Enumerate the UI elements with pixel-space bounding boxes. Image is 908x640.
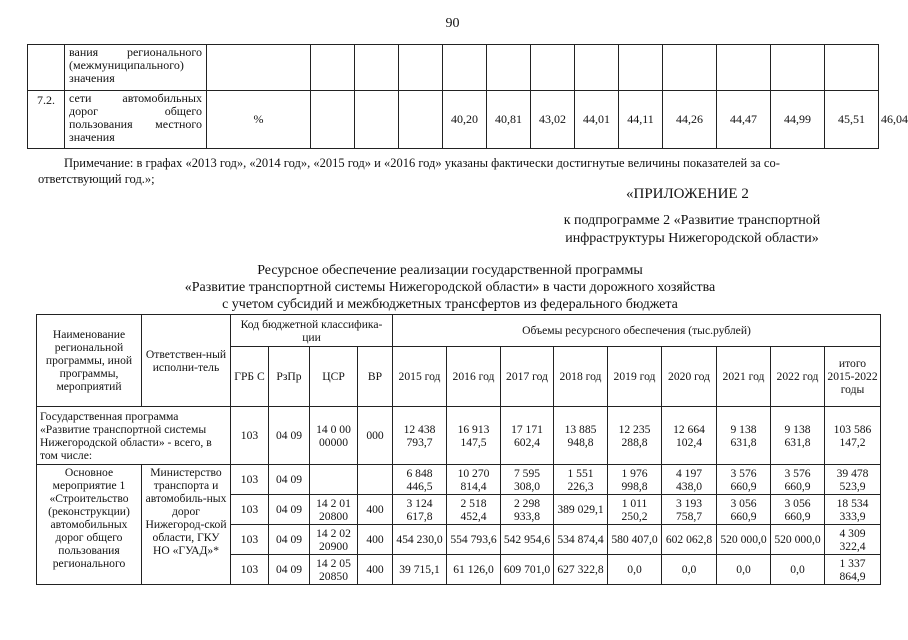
table-note [38,155,864,187]
value-cell: 454 230,0 [393,525,447,555]
value-cell: 542 954,6 [501,525,554,555]
value-cell: 44,47 [717,91,771,149]
value-cell: 17 171 602,4 [501,407,554,465]
value-cell: 554 793,6 [447,525,501,555]
header-year: 2021 год [717,347,771,407]
indicator-name: сети автомобильных дорог общего пользования местного значения [65,91,207,149]
table-row [37,465,881,495]
value-cell: 12 235 288,8 [608,407,662,465]
value-cell: 13 885 948,8 [554,407,608,465]
value-cell: 12 664 102,4 [662,407,717,465]
page-number: 90 [445,16,460,31]
value-cell: 1 011 250,2 [608,495,662,525]
header-year: 2019 год [608,347,662,407]
header-grbs: ГРБ С [231,347,269,407]
value-cell: 7 595 308,0 [501,465,554,495]
value-cell: 3 056 660,9 [771,495,825,525]
value-cell: 4 309 322,4 [825,525,881,555]
code-cell: 103 [231,465,269,495]
value-cell: 389 029,1 [554,495,608,525]
note-line-1: Примечание: в графах «2013 год», «2014 год», «2015 год» и «2016 год» указаны фактически достигнутые величины показателей за со- [64,156,780,170]
value-cell: 0,0 [608,555,662,585]
value-cell: 627 322,8 [554,555,608,585]
event-executor: Министерство транспорта и автомобиль-ных дорог Нижегород-ской области, ГКУ НО «ГУАД»* [142,465,231,585]
header-vr: ВР [358,347,393,407]
appendix-title: «ПРИЛОЖЕНИЕ 2 [626,186,749,202]
header-year: 2020 год [662,347,717,407]
code-cell: 103 [231,525,269,555]
table-row [37,407,881,465]
value-cell: 580 407,0 [608,525,662,555]
value-cell: 9 138 631,8 [771,407,825,465]
value-cell: 3 576 660,9 [717,465,771,495]
header-name: Наименование региональной программы, иной программы, мероприятий [37,315,142,407]
table-row: 7.2. сети автомобильных дорог общего пользования местного значения % 40,20 40,81 43,02 44,01 44,11 44,26 44,47 44,99 45,51 46,04 [28,91,879,149]
appendix-subtitle-line-1: к подпрограмме 2 «Развитие транспортной [563,213,821,228]
value-cell: 4 197 438,0 [662,465,717,495]
value-cell: 61 126,0 [447,555,501,585]
code-cell: 04 09 [269,465,310,495]
header-year: 2022 год [771,347,825,407]
value-cell: 9 138 631,8 [717,407,771,465]
code-cell: 04 09 [269,495,310,525]
header-executor: Ответствен-ный исполни-тель [142,315,231,407]
header-year: 2016 год [447,347,501,407]
value-cell: 12 438 793,7 [393,407,447,465]
code-cell: 400 [358,555,393,585]
code-cell: 14 2 05 20850 [310,555,358,585]
code-cell: 04 09 [269,407,310,465]
value-cell: 0,0 [771,555,825,585]
code-cell: 04 09 [269,525,310,555]
value-cell: 39 478 523,9 [825,465,881,495]
value-cell: 40,81 [487,91,531,149]
code-cell: 400 [358,525,393,555]
code-cell [310,465,358,495]
appendix-subtitle [542,212,842,248]
code-cell: 14 0 00 00000 [310,407,358,465]
title-line-3: с учетом субсидий и межбюджетных трансфертов из федерального бюджета [222,297,678,312]
indicator-name: вания регионального (межмуниципального) значения [65,45,207,91]
value-cell: 44,26 [663,91,717,149]
program-name: Государственная программа «Развитие транспортной системы Нижегородской области» - всего, в том числе: [37,407,231,465]
title-line-1: Ресурсное обеспечение реализации государственной программы [257,263,643,278]
value-cell: 40,20 [443,91,487,149]
value-cell: 44,99 [771,91,825,149]
value-cell: 44,11 [619,91,663,149]
code-cell: 103 [231,407,269,465]
header-volumes-group: Объемы ресурсного обеспечения (тыс.рублей) [393,315,881,347]
table-row [28,45,879,91]
indicators-table [27,44,908,149]
value-cell: 44,01 [575,91,619,149]
value-cell: 534 874,4 [554,525,608,555]
value-cell: 10 270 814,4 [447,465,501,495]
title-line-2: «Развитие транспортной системы Нижегородской области» в части дорожного хозяйства [184,280,716,295]
value-cell: 2 298 933,8 [501,495,554,525]
header-year: 2015 год [393,347,447,407]
value-cell: 6 848 446,5 [393,465,447,495]
value-cell: 609 701,0 [501,555,554,585]
code-cell: 103 [231,555,269,585]
value-cell: 1 551 226,3 [554,465,608,495]
code-cell: 103 [231,495,269,525]
code-cell: 14 2 02 20900 [310,525,358,555]
value-cell: 43,02 [531,91,575,149]
value-cell: 520 000,0 [717,525,771,555]
row-number: 7.2. [28,91,65,149]
value-cell: 2 518 452,4 [447,495,501,525]
code-cell [358,465,393,495]
value-cell: 39 715,1 [393,555,447,585]
header-row [37,315,881,347]
note-line-2: ответствующий год.»; [38,172,155,186]
value-cell: 3 056 660,9 [717,495,771,525]
value-cell: 16 913 147,5 [447,407,501,465]
value-cell: 1 337 864,9 [825,555,881,585]
header-csr: ЦСР [310,347,358,407]
value-cell: 0,0 [717,555,771,585]
value-cell: 3 576 660,9 [771,465,825,495]
row-number [28,45,65,91]
value-cell: 45,51 [825,91,879,149]
resource-table [36,314,881,585]
header-year: 2017 год [501,347,554,407]
value-cell: 18 534 333,9 [825,495,881,525]
value-cell: 520 000,0 [771,525,825,555]
unit-cell: % [207,91,311,149]
code-cell: 14 2 01 20800 [310,495,358,525]
header-total: итого 2015-2022 годы [825,347,881,407]
header-year: 2018 год [554,347,608,407]
code-cell: 04 09 [269,555,310,585]
value-cell: 3 193 758,7 [662,495,717,525]
appendix-subtitle-line-2: инфраструктуры Нижегородской области» [565,231,819,246]
value-cell: 1 976 998,8 [608,465,662,495]
code-cell: 000 [358,407,393,465]
value-cell: 0,0 [662,555,717,585]
value-cell: 3 124 617,8 [393,495,447,525]
document-title [150,262,750,313]
value-cell: 103 586 147,2 [825,407,881,465]
code-cell: 400 [358,495,393,525]
header-code-group: Код бюджетной классифика-ции [231,315,393,347]
header-rzpr: РзПр [269,347,310,407]
event-name: Основное мероприятие 1 «Строительство (реконструкции) автомобильных дорог общего пользования регионального [37,465,142,585]
value-cell: 602 062,8 [662,525,717,555]
